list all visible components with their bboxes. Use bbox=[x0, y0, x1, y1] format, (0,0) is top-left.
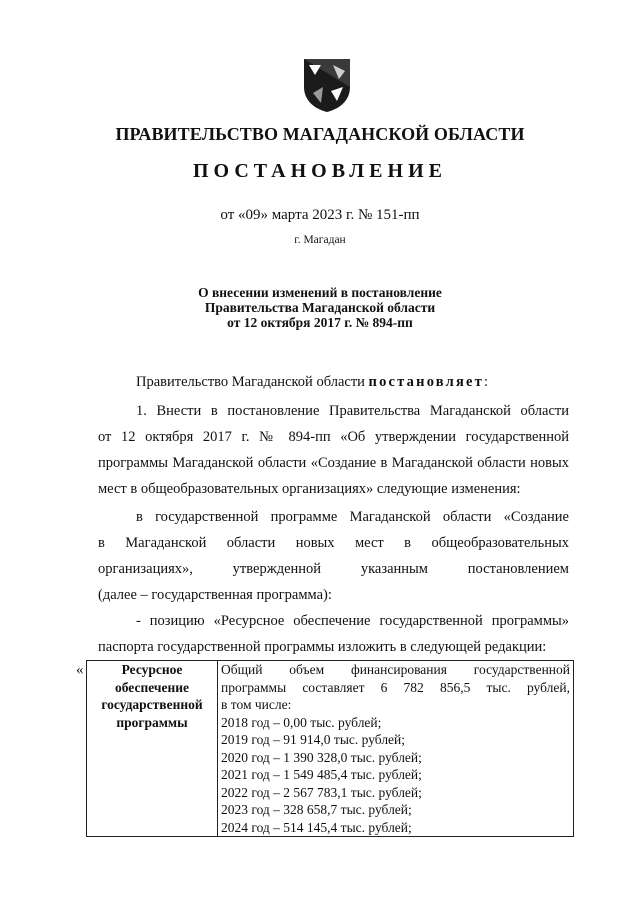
paragraph-1-line: программы Магаданской области «Создание в Магаданской области новых bbox=[98, 455, 569, 471]
year-amount: 2022 год – 2 567 783,1 тыс. рублей; bbox=[221, 784, 422, 800]
paragraph-2-line: (далее – государственная программа): bbox=[98, 587, 332, 603]
resource-value-cell bbox=[218, 661, 574, 837]
year-amount: 2019 год – 91 914,0 тыс. рублей; bbox=[221, 732, 406, 747]
resource-label-cell bbox=[87, 661, 218, 837]
document-subject bbox=[0, 285, 640, 330]
paragraph-1-line: мест в общеобразовательных организациях» следующие изменения: bbox=[98, 481, 521, 497]
open-quote-mark: « bbox=[76, 662, 84, 678]
total-financing-line: Общий объем финансирования государственной bbox=[221, 662, 570, 677]
subject-line: О внесении изменений в постановление bbox=[198, 285, 442, 300]
total-financing-line: в том числе: bbox=[221, 697, 292, 712]
paragraph-1-line: 1. Внести в постановление Правительства Магаданской области bbox=[136, 403, 569, 419]
label-line: государственной bbox=[101, 697, 203, 712]
paragraph-2-line: организациях», утвержденной указанным постановлением bbox=[98, 561, 569, 577]
year-amount: 2023 год – 328 658,7 тыс. рублей; bbox=[221, 802, 412, 817]
year-amount: 2018 год – 0,00 тыс. рублей; bbox=[221, 714, 382, 730]
paragraph-1-line: от 12 октября 2017 г. № 894-пп «Об утверждении государственной bbox=[98, 429, 569, 445]
total-financing-line: программы составляет 6 782 856,5 тыс. рублей, bbox=[221, 679, 570, 695]
table-row bbox=[87, 661, 574, 837]
document-type-title: ПОСТАНОВЛЕНИЕ bbox=[193, 160, 447, 182]
paragraph-3-line: - позицию «Ресурсное обеспечение государственной программы» bbox=[136, 613, 569, 629]
paragraph-3-line: паспорта государственной программы изложить в следующей редакции: bbox=[98, 639, 547, 655]
year-amount: 2021 год – 1 549 485,4 тыс. рублей; bbox=[221, 767, 422, 782]
coat-of-arms-emblem bbox=[301, 57, 353, 113]
resource-table bbox=[86, 660, 574, 837]
government-name: ПРАВИТЕЛЬСТВО МАГАДАНСКОЙ ОБЛАСТИ bbox=[115, 124, 525, 144]
year-amount: 2020 год – 1 390 328,0 тыс. рублей; bbox=[221, 749, 422, 765]
subject-line: Правительства Магаданской области bbox=[204, 300, 436, 315]
paragraph-2-line: в Магаданской области новых мест в общеобразовательных bbox=[98, 535, 569, 551]
paragraph-2-line: в государственной программе Магаданской области «Создание bbox=[136, 509, 569, 525]
subject-line: от 12 октября 2017 г. № 894-пп bbox=[227, 315, 413, 330]
document-date-number: от «09» марта 2023 г. № 151-пп bbox=[220, 207, 420, 223]
label-line: обеспечение bbox=[114, 679, 190, 695]
intro-text: Правительство Магаданской области bbox=[136, 374, 365, 390]
intro-keyword: постановляет bbox=[368, 374, 484, 390]
intro-paragraph bbox=[136, 373, 488, 391]
intro-colon: : bbox=[483, 374, 488, 390]
label-line: Ресурсное bbox=[121, 662, 183, 677]
year-amount: 2024 год – 514 145,4 тыс. рублей; bbox=[221, 819, 412, 835]
label-line: программы bbox=[116, 714, 188, 730]
document-city: г. Магадан bbox=[294, 234, 346, 246]
